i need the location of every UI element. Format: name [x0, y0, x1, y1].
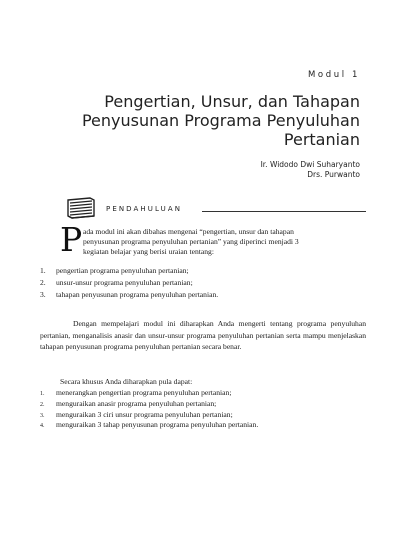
intro-paragraph — [83, 227, 367, 258]
list-text: pengertian programa penyuluhan pertanian; — [56, 266, 189, 275]
author-name: Ir. Widodo Dwi Suharyanto — [260, 160, 360, 169]
list-item — [40, 420, 370, 431]
section-rule — [202, 211, 366, 212]
list-number: 3. — [40, 290, 46, 300]
objective-list — [40, 388, 370, 431]
author-name: Drs. Purwanto — [307, 170, 360, 179]
list-item — [40, 410, 370, 421]
list-number: 2. — [40, 278, 46, 288]
section-heading: PENDAHULUAN — [106, 205, 183, 213]
list-item — [40, 388, 370, 399]
drop-cap: P — [60, 220, 83, 259]
objective-paragraph — [40, 318, 366, 353]
list-text: menguraikan 3 ciri unsur programa penyuluhan pertanian; — [56, 409, 233, 419]
authors — [261, 160, 360, 180]
intro-line: penyusunan programa penyuluhan pertanian” yang diperinci menjadi 3 — [83, 237, 299, 247]
list-item — [40, 265, 370, 277]
specific-intro: Secara khusus Anda diharapkan pula dapat: — [60, 377, 193, 386]
list-item — [40, 289, 370, 301]
list-number: 2. — [40, 401, 45, 408]
list-number: 1. — [40, 391, 45, 397]
paragraph-text: Dengan mempelajari modul ini diharapkan Anda mengerti tentang programa penyuluhan pertanian, menganalisis anasir dan unsur-unsur programa penyuluhan pertanian serta mampu menjelaskan tahapan penyusunan programa penyuluhan pertanian secara benar. — [40, 319, 366, 352]
title-line: Pengertian, Unsur, dan Tahapan — [104, 92, 360, 111]
list-item — [40, 399, 370, 410]
chapter-title — [40, 92, 360, 149]
list-text: menerangkan pengertian programa penyuluhan pertanian; — [56, 388, 232, 397]
list-text: menguraikan 3 tahap penyusunan programa penyuluhan pertanian. — [56, 420, 259, 430]
list-number: 4. — [40, 423, 45, 430]
intro-line: ada modul ini akan dibahas mengenai “pengertian, unsur dan tahapan — [83, 227, 294, 236]
intro-line: kegiatan belajar yang berisi uraian tentang: — [83, 247, 214, 257]
list-text: menguraikan anasir programa penyuluhan pertanian; — [56, 398, 217, 408]
book-pages-icon — [66, 196, 96, 220]
list-number: 3. — [40, 412, 45, 419]
module-label: Modul 1 — [308, 70, 360, 80]
list-item — [40, 277, 370, 289]
list-text: unsur-unsur programa penyuluhan pertanian; — [56, 278, 193, 288]
list-text: tahapan penyusunan programa penyuluhan pertanian. — [56, 290, 219, 300]
title-line: Penyusunan Programa Penyuluhan — [81, 111, 360, 130]
list-number: 1. — [40, 266, 46, 275]
title-line: Pertanian — [283, 130, 360, 149]
topic-list — [40, 265, 370, 302]
